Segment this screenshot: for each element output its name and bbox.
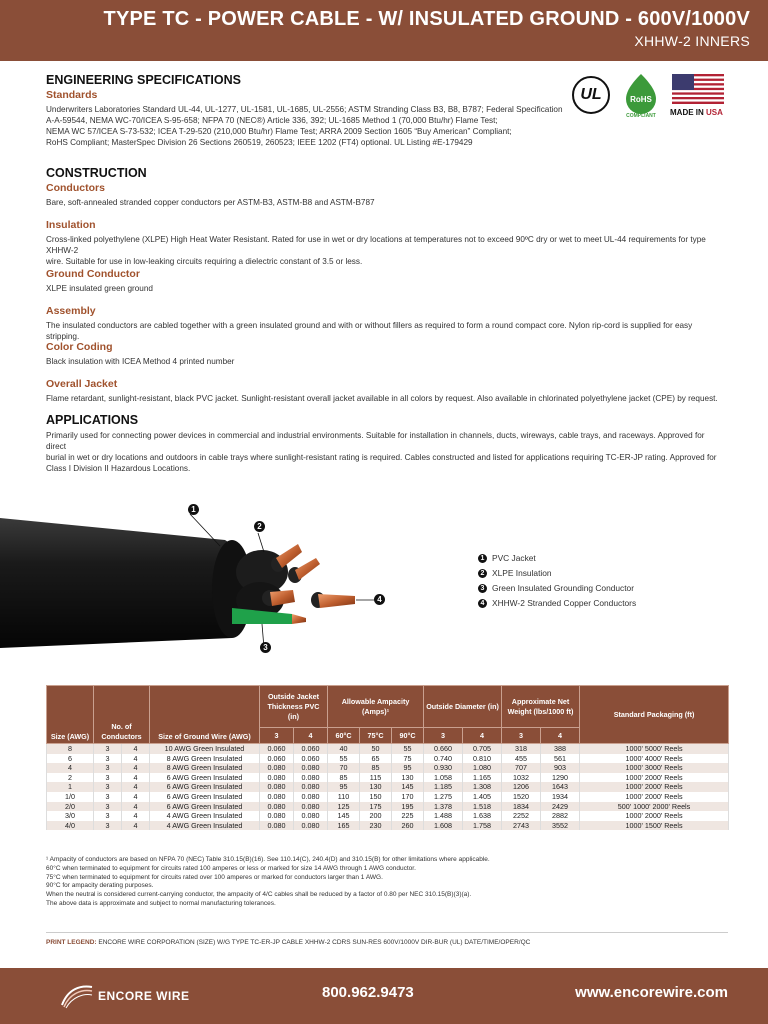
cell-w4: 1643 xyxy=(541,782,580,792)
overall-jacket-heading: Overall Jacket xyxy=(46,378,118,390)
cell-c3: 3 xyxy=(94,821,122,831)
cell-j4: 0.080 xyxy=(294,821,328,831)
cell-c4: 4 xyxy=(122,782,150,792)
diagram-legend xyxy=(478,551,636,611)
cell-c3: 3 xyxy=(94,744,122,754)
callout-1: 1 xyxy=(188,504,199,515)
divider xyxy=(46,932,728,933)
cell-a90: 170 xyxy=(392,792,424,802)
cell-d3: 0.930 xyxy=(424,763,463,773)
cell-a60: 70 xyxy=(328,763,360,773)
cell-ground: 4 AWG Green Insulated xyxy=(150,811,260,821)
cell-a90: 225 xyxy=(392,811,424,821)
cell-j3: 0.080 xyxy=(260,792,294,802)
table-row xyxy=(47,782,729,792)
cell-size: 3/0 xyxy=(47,811,94,821)
cell-a90: 130 xyxy=(392,773,424,783)
cell-size: 1/0 xyxy=(47,792,94,802)
cell-a60: 125 xyxy=(328,802,360,812)
cell-w3: 1032 xyxy=(502,773,541,783)
standards-heading: Standards xyxy=(46,89,98,101)
cell-a90: 145 xyxy=(392,782,424,792)
cell-w3: 318 xyxy=(502,744,541,754)
table-row xyxy=(47,811,729,821)
col-weight: Approximate Net Weight (lbs/1000 ft) xyxy=(502,686,580,728)
cell-w3: 1520 xyxy=(502,792,541,802)
col-ground: Size of Ground Wire (AWG) xyxy=(150,686,260,744)
cell-c4: 4 xyxy=(122,754,150,764)
cell-a90: 55 xyxy=(392,744,424,754)
cell-j3: 0.080 xyxy=(260,773,294,783)
cell-a90: 95 xyxy=(392,763,424,773)
page-title: TYPE TC - POWER CABLE - W/ INSULATED GROUND - 600V/1000V xyxy=(103,8,750,30)
page-subtitle: XHHW-2 INNERS xyxy=(634,33,750,49)
cell-c3: 3 xyxy=(94,754,122,764)
cell-j4: 0.080 xyxy=(294,811,328,821)
cell-d4: 1.638 xyxy=(463,811,502,821)
overall-jacket-text: Flame retardant, sunlight-resistant, black PVC jacket. Sunlight-resistant overall jacket available in all colors by request. Also available in chlorinated polyethylene jacket (CPE) by request. xyxy=(46,394,718,403)
specifications-table: Size (AWG) No. of Conductors Size of Ground Wire (AWG) Outside Jacket Thickness PVC (in) Allowable Ampacity (Amps)¹ Outside Diameter (in) Approximate Net Weight (lbs/1000 ft) Standard Packaging (ft) 3 4 60°C 75°C 90°C 3 4 3 4 8 3 4 10 AWG Green Insulated 0.060 0.060 40 50 55 0.660 0.705 318 388 1000' 5000' Reels 6 3 4 8 AWG Green Insulated 0.060 0.060 55 65 75 0.740 0.810 455 561 1000' 4000' Reels 4 3 4 8 AWG Green Insulated 0.080 0.080 70 85 95 0.930 1.080 707 903 1000' 3000' Reels 2 3 4 6 AWG Green Insulated 0.080 0.080 85 115 130 1.058 1.165 1032 1290 1000' 2000' Reels 1 3 4 6 AWG Green Insulated 0.080 0.080 95 130 145 1.185 1.308 1206 1643 1000' 2000' Reels 1/0 3 4 6 AWG Green Insulated 0.080 0.080 110 150 170 1.275 1.405 1520 1934 1000' 2000' Reels 2/0 3 4 6 AWG Green Insulated 0.080 0.080 125 175 195 1.378 1.518 1834 2429 500' 1000' 2000' Reels 3/0 3 4 4 AWG Green Insulated 0.080 0.080 145 200 225 1.488 1.638 2252 2882 1000' 2000' Reels 4/0 3 4 4 AWG Green Insulated 0.080 0.080 165 230 260 1.608 1.758 2743 3552 1000' 1500' Reels xyxy=(46,685,729,830)
table-row xyxy=(47,773,729,783)
legend-item: 1 PVC Jacket xyxy=(478,551,636,566)
cell-c3: 3 xyxy=(94,782,122,792)
cell-c4: 4 xyxy=(122,811,150,821)
cell-d3: 1.608 xyxy=(424,821,463,831)
cell-a75: 150 xyxy=(360,792,392,802)
standards-text: Underwriters Laboratories Standard UL-44, UL-1277, UL-1581, UL-1685, UL-2556; ASTM Stranding Class B3, B8, B787; Federal Specification A-A-59544, NEMA WC-70/ICEA S-95-658; NFPA 70 (NEC®) Article 336, 392; UL-1685 Method 1 (70,000 Btu/hr) Flame Test; NEMA WC 57/ICEA S-73-532; ICEA T-29-520 (210,000 Btu/hr) Flame Test; ARRA 2009 Section 1605 “Buy American” Compliant; RoHS Compliant; MasterSpec Division 26 Sections 260519, 260523; IEEE 1202 (FT4) optional. UL Listing #E-179429 xyxy=(46,105,563,147)
cell-d4: 1.080 xyxy=(463,763,502,773)
color-coding-text: Black insulation with ICEA Method 4 printed number xyxy=(46,357,235,366)
cell-a75: 65 xyxy=(360,754,392,764)
cell-a75: 50 xyxy=(360,744,392,754)
cell-size: 2 xyxy=(47,773,94,783)
cell-w3: 2743 xyxy=(502,821,541,831)
engineering-heading: ENGINEERING SPECIFICATIONS xyxy=(46,73,241,87)
ground-conductor-text: XLPE insulated green ground xyxy=(46,284,153,293)
cell-size: 4/0 xyxy=(47,821,94,831)
cell-c4: 4 xyxy=(122,763,150,773)
cell-a60: 85 xyxy=(328,773,360,783)
cell-pack: 1000' 1500' Reels xyxy=(580,821,729,831)
cell-j4: 0.080 xyxy=(294,763,328,773)
cell-j4: 0.080 xyxy=(294,773,328,783)
cell-ground: 6 AWG Green Insulated xyxy=(150,773,260,783)
cell-w4: 388 xyxy=(541,744,580,754)
cell-ground: 6 AWG Green Insulated xyxy=(150,792,260,802)
cell-a60: 95 xyxy=(328,782,360,792)
applications-heading: APPLICATIONS xyxy=(46,413,139,427)
phone-number: 800.962.9473 xyxy=(322,984,414,1001)
cell-w4: 1290 xyxy=(541,773,580,783)
cell-c4: 4 xyxy=(122,821,150,831)
cell-d4: 1.758 xyxy=(463,821,502,831)
cell-w4: 3552 xyxy=(541,821,580,831)
cell-a75: 130 xyxy=(360,782,392,792)
website-link[interactable]: www.encorewire.com xyxy=(575,984,728,1001)
cable-cross-section-illustration xyxy=(0,500,395,660)
cell-c3: 3 xyxy=(94,792,122,802)
callout-2: 2 xyxy=(254,521,265,532)
table-row xyxy=(47,792,729,802)
col-ampacity: Allowable Ampacity (Amps)¹ xyxy=(328,686,424,728)
cell-j3: 0.080 xyxy=(260,821,294,831)
cell-d3: 1.378 xyxy=(424,802,463,812)
table-row xyxy=(47,754,729,764)
header-bar xyxy=(0,0,768,61)
cell-c4: 4 xyxy=(122,744,150,754)
cell-a75: 230 xyxy=(360,821,392,831)
cell-d4: 0.810 xyxy=(463,754,502,764)
cell-c3: 3 xyxy=(94,811,122,821)
usa-flag-icon xyxy=(672,74,724,104)
col-diameter: Outside Diameter (in) xyxy=(424,686,502,728)
cell-ground: 8 AWG Green Insulated xyxy=(150,763,260,773)
cell-a60: 165 xyxy=(328,821,360,831)
table-row xyxy=(47,763,729,773)
cell-a60: 55 xyxy=(328,754,360,764)
cell-w4: 903 xyxy=(541,763,580,773)
cell-ground: 10 AWG Green Insulated xyxy=(150,744,260,754)
cell-pack: 1000' 2000' Reels xyxy=(580,773,729,783)
wire-swoosh-icon xyxy=(60,983,94,1009)
rohs-sub-label: COMPLIANT xyxy=(626,113,656,118)
cell-c3: 3 xyxy=(94,773,122,783)
cell-j4: 0.080 xyxy=(294,782,328,792)
col-jacket: Outside Jacket Thickness PVC (in) xyxy=(260,686,328,728)
ground-conductor-heading: Ground Conductor xyxy=(46,268,140,280)
legend-item: 2 XLPE Insulation xyxy=(478,566,636,581)
cell-a60: 145 xyxy=(328,811,360,821)
cell-j3: 0.060 xyxy=(260,744,294,754)
cell-pack: 1000' 2000' Reels xyxy=(580,792,729,802)
cell-j4: 0.080 xyxy=(294,802,328,812)
col-packaging: Standard Packaging (ft) xyxy=(580,686,729,744)
table-row xyxy=(47,821,729,831)
rohs-label: RoHS xyxy=(630,95,652,104)
footer-bar xyxy=(0,968,768,1024)
cell-w4: 561 xyxy=(541,754,580,764)
table-row xyxy=(47,744,729,754)
conductors-heading: Conductors xyxy=(46,182,105,194)
table-row xyxy=(47,802,729,812)
legend-item: 4 XHHW-2 Stranded Copper Conductors xyxy=(478,596,636,611)
cell-w3: 2252 xyxy=(502,811,541,821)
cell-d3: 1.488 xyxy=(424,811,463,821)
cell-a90: 260 xyxy=(392,821,424,831)
cell-ground: 4 AWG Green Insulated xyxy=(150,821,260,831)
callout-4: 4 xyxy=(374,594,385,605)
print-legend: PRINT LEGEND: ENCORE WIRE CORPORATION (SIZE) W/G TYPE TC-ER-JP CABLE XHHW-2 CDRS SUN-RES 600V/1000V DIR-BUR (UL) DATE/TIME/OPER/QC xyxy=(46,939,531,946)
cell-w4: 2429 xyxy=(541,802,580,812)
cell-w3: 455 xyxy=(502,754,541,764)
made-in-usa-label: MADE IN USA xyxy=(670,108,723,117)
table-footnotes: ¹ Ampacity of conductors are based on NFPA 70 (NEC) Table 310.15(B)(16). See 110.14(C), 240.4(D) and 310.15(B) for other limitations where applicable. 60°C when terminated to equipment for circuits rated 100 amperes or less or marked for size 14 AWG through 1 AWG conductor. 75°C when terminated to equipment for circuits rated over 100 amperes or marked for conductors larger than 1 AWG. 90°C for ampacity derating purposes. When the neutral is considered current-carrying conductor, the ampacity of 4/C cables shall be reduced by a factor of 0.80 per NEC 310.15(B)(3)(a). The above data is approximate and subject to normal manufacturing tolerances. xyxy=(46,856,490,907)
cell-c3: 3 xyxy=(94,802,122,812)
col-conductors: No. of Conductors xyxy=(94,686,150,744)
assembly-heading: Assembly xyxy=(46,305,96,317)
cell-c4: 4 xyxy=(122,792,150,802)
cell-a75: 200 xyxy=(360,811,392,821)
insulation-text: Cross-linked polyethylene (XLPE) High Heat Water Resistant. Rated for use in wet or dry locations at temperatures not to exceed 90ºC dry or wet to meet UL-44 requirements for type XHHW-2 wire. Suitable for use in low-leaking circuits requiring a dielectric constant of 3.5 or less. xyxy=(46,235,706,266)
cell-d4: 0.705 xyxy=(463,744,502,754)
cell-ground: 6 AWG Green Insulated xyxy=(150,802,260,812)
cell-w4: 1934 xyxy=(541,792,580,802)
callout-3: 3 xyxy=(260,642,271,653)
applications-text: Primarily used for connecting power devices in commercial and industrial environments. Suitable for installation in channels, ducts, wireways, cable trays, and raceways. Approved for direct burial in wet or dry locations and outdoors in cable trays where sunlight-resistant rating is required. Cables constructed and listed for applications requiring TC-ER-JP rating. Approved for Class I Division II Hazardous Locations. xyxy=(46,431,717,473)
col-size: Size (AWG) xyxy=(47,686,94,744)
cell-d4: 1.165 xyxy=(463,773,502,783)
cell-pack: 1000' 4000' Reels xyxy=(580,754,729,764)
insulation-heading: Insulation xyxy=(46,219,96,231)
cell-size: 8 xyxy=(47,744,94,754)
cell-ground: 8 AWG Green Insulated xyxy=(150,754,260,764)
cell-pack: 1000' 2000' Reels xyxy=(580,782,729,792)
cell-size: 6 xyxy=(47,754,94,764)
encore-wire-logo: ENCORE WIRE xyxy=(60,983,220,1009)
cell-pack: 1000' 5000' Reels xyxy=(580,744,729,754)
cell-a90: 75 xyxy=(392,754,424,764)
cell-pack: 1000' 2000' Reels xyxy=(580,811,729,821)
cell-size: 2/0 xyxy=(47,802,94,812)
conductors-text: Bare, soft-annealed stranded copper conductors per ASTM-B3, ASTM-B8 and ASTM-B787 xyxy=(46,198,375,207)
cell-w3: 1206 xyxy=(502,782,541,792)
cell-j3: 0.080 xyxy=(260,763,294,773)
cell-w4: 2882 xyxy=(541,811,580,821)
cell-ground: 6 AWG Green Insulated xyxy=(150,782,260,792)
cell-d3: 1.275 xyxy=(424,792,463,802)
cell-size: 1 xyxy=(47,782,94,792)
cell-j3: 0.060 xyxy=(260,754,294,764)
cell-j3: 0.080 xyxy=(260,802,294,812)
cell-d3: 0.740 xyxy=(424,754,463,764)
cell-d3: 1.185 xyxy=(424,782,463,792)
cell-a75: 115 xyxy=(360,773,392,783)
legend-item: 3 Green Insulated Grounding Conductor xyxy=(478,581,636,596)
cell-d3: 0.660 xyxy=(424,744,463,754)
cell-d4: 1.405 xyxy=(463,792,502,802)
cell-pack: 500' 1000' 2000' Reels xyxy=(580,802,729,812)
color-coding-heading: Color Coding xyxy=(46,341,113,353)
cell-j4: 0.080 xyxy=(294,792,328,802)
construction-heading: CONSTRUCTION xyxy=(46,166,147,180)
ul-logo: UL xyxy=(572,76,610,114)
cell-j3: 0.080 xyxy=(260,782,294,792)
cell-j3: 0.080 xyxy=(260,811,294,821)
cell-a60: 40 xyxy=(328,744,360,754)
cell-a75: 85 xyxy=(360,763,392,773)
cell-a60: 110 xyxy=(328,792,360,802)
cell-size: 4 xyxy=(47,763,94,773)
assembly-text: The insulated conductors are cabled together with a green insulated ground and with or without fillers as required to form a round compact core. Nylon rip-cord is supplied for easy stripping. xyxy=(46,321,693,341)
cell-d3: 1.058 xyxy=(424,773,463,783)
cell-c4: 4 xyxy=(122,773,150,783)
cell-a75: 175 xyxy=(360,802,392,812)
cell-w3: 1834 xyxy=(502,802,541,812)
cell-d4: 1.308 xyxy=(463,782,502,792)
cell-w3: 707 xyxy=(502,763,541,773)
cell-c4: 4 xyxy=(122,802,150,812)
cell-d4: 1.518 xyxy=(463,802,502,812)
cell-j4: 0.060 xyxy=(294,744,328,754)
cell-a90: 195 xyxy=(392,802,424,812)
cell-c3: 3 xyxy=(94,763,122,773)
cell-pack: 1000' 3000' Reels xyxy=(580,763,729,773)
cell-j4: 0.060 xyxy=(294,754,328,764)
